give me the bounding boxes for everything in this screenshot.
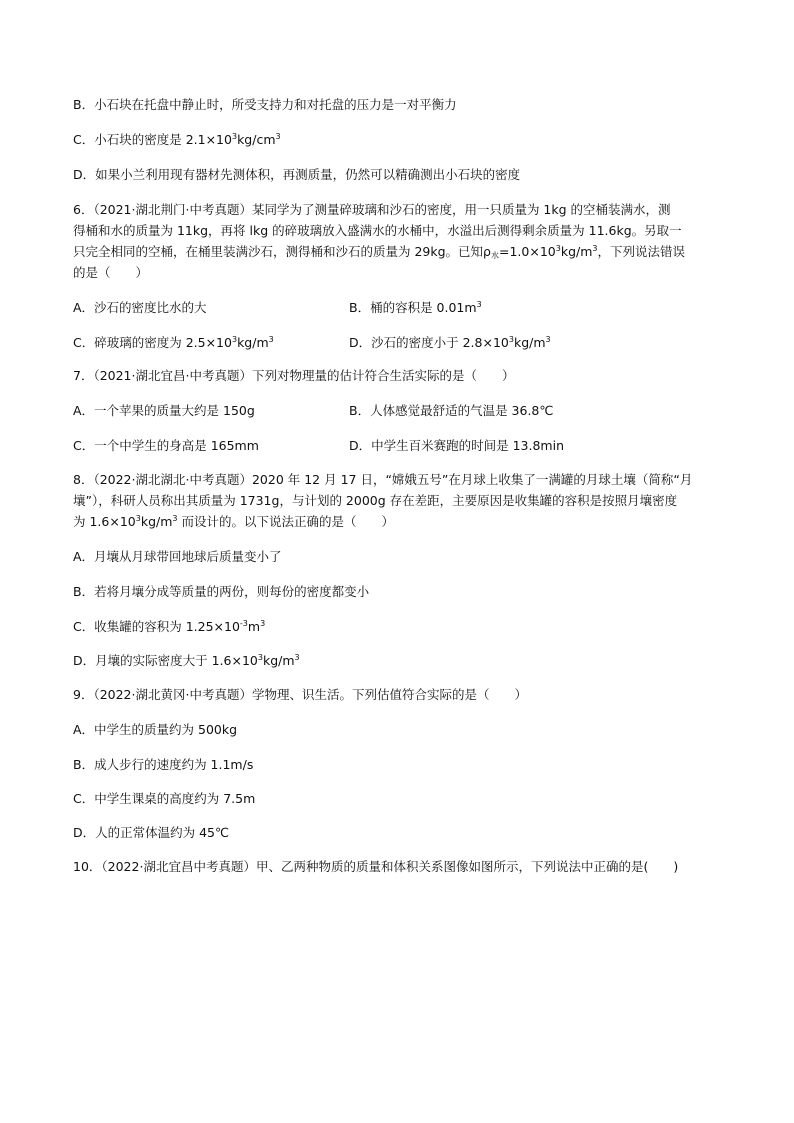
q6-option-c: C．碎玻璃的密度为 $2.5\times 10^3kg/m^3$: [73, 335, 274, 350]
q6-option-d: D．沙石的密度小于 $2.8\times 10^3kg/m^3$: [349, 335, 551, 350]
q8-stem-line-3: 为 $1.6\times 10^3kg/m^3$ 而设计的。以下说法正确的是（ ）: [73, 514, 394, 529]
q8-option-d: D．月壤的实际密度大于 $1.6\times 10^3kg/m^3$: [73, 653, 300, 668]
q8-option-c: C．收集罐的容积为 $1.25\times 10^{-3}m^3$: [73, 619, 266, 634]
q5-option-c: C．小石块的密度是 $2.1\times 10^3kg/cm^3$: [73, 132, 281, 147]
q5-option-d: D．如果小兰利用现有器材先测体积，再测质量，仍然可以精确测出小石块的密度: [73, 167, 521, 182]
q9-option-c: C．中学生课桌的高度约为 7.5m: [73, 791, 256, 806]
q7-option-b: B．人体感觉最舒适的气温是 36.8℃: [349, 403, 554, 418]
q8-option-a: A．月壤从月球带回地球后质量变小了: [73, 549, 282, 564]
q5-option-b: B．小石块在托盘中静止时，所受支持力和对托盘的压力是一对平衡力: [73, 97, 457, 112]
q8-stem-line-1: 8．（2022·湖北湖北·中考真题）2020 年 12 月 17 日，“嫦娥五号”在月球上收集了一满罐的月球土壤（简称“月: [73, 472, 693, 487]
q7-option-d: D．中学生百米赛跑的时间是 13.8min: [349, 438, 565, 453]
q9-stem: 9．（2022·湖北黄冈·中考真题）学物理、识生活。下列估值符合实际的是（ ）: [73, 687, 527, 702]
q6-stem-line-4: 的是（ ）: [73, 265, 149, 280]
q8-stem-line-2: 壤”），科研人员称出其质量为 1731g，与计划的 2000g 存在差距，主要原因是收集罐的容积是按照月壤密度: [73, 493, 678, 508]
q7-option-a: A．一个苹果的质量大约是 150g: [73, 403, 255, 418]
q6-stem-line-2: 得桶和水的质量为 11kg，再将 lkg 的碎玻璃放入盛满水的水桶中，水溢出后测得剩余质量为 11.6kg。另取一: [73, 223, 682, 238]
q9-option-b: B．成人步行的速度约为 1.1m/s: [73, 757, 254, 772]
q9-option-d: D．人的正常体温约为 45℃: [73, 825, 230, 840]
q10-stem: 10．（2022·湖北宜昌中考真题）甲、乙两种物质的质量和体积关系图像如图所示，下列说法中正确的是( ): [73, 859, 679, 874]
q8-option-b: B．若将月壤分成等质量的两份，则每份的密度都变小: [73, 584, 370, 599]
q6-stem-line-1: 6．（2021·湖北荆门·中考真题）某同学为了测量碎玻璃和沙石的密度，用一只质量为 1kg 的空桶装满水，测: [73, 202, 671, 217]
q9-option-a: A．中学生的质量约为 500kg: [73, 722, 238, 737]
q6-option-b: B．桶的容积是 $0.01m^3$: [349, 300, 482, 315]
q6-option-a: A．沙石的密度比水的大: [73, 300, 207, 315]
q7-stem: 7．（2021·湖北宜昌·中考真题）下列对物理量的估计符合生活实际的是（ ）: [73, 368, 515, 383]
q7-option-c: C．一个中学生的身高是 165mm: [73, 438, 259, 453]
q6-stem-line-3: 只完全相同的空桶，在桶里装满沙石，测得桶和沙石的质量为 29kg。已知$\rho_水=1.0\times 10^3kg/m^3$，下列说法错误: [73, 244, 685, 260]
